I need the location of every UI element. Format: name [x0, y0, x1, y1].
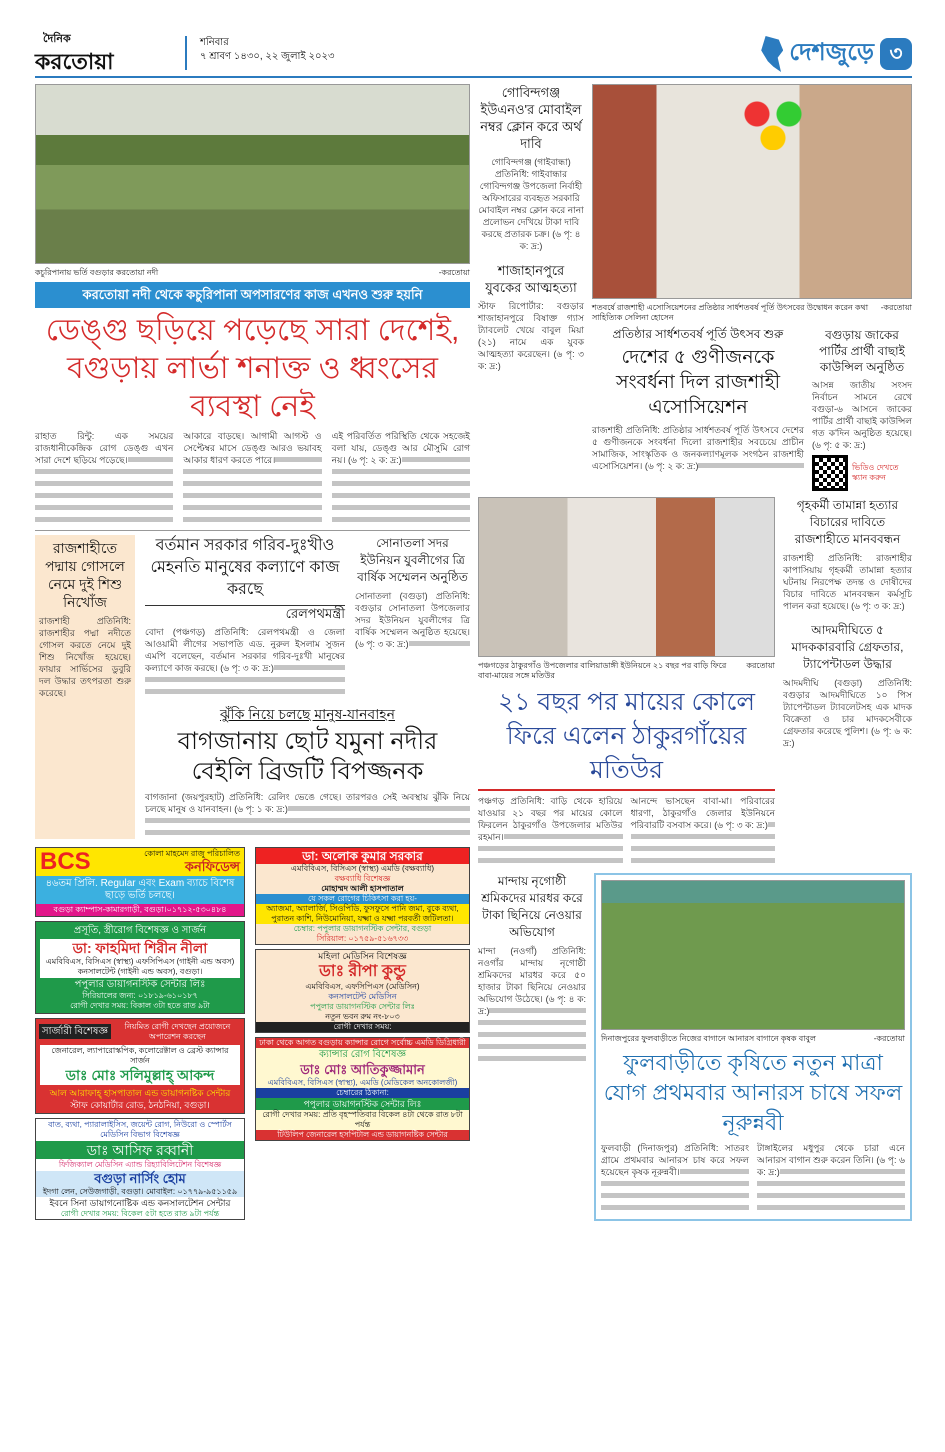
gobindaganj-story [478, 84, 584, 252]
article-column [601, 1142, 749, 1214]
association-story [592, 327, 804, 472]
chamber: চেম্বার: পপুলার ডায়াগনস্টিক সেন্টার, বগুড়া [293, 923, 432, 933]
treats: যে সকল রোগের চিকিৎসা করা হয়- [256, 894, 469, 904]
ad-asif-rabbani[interactable] [35, 1118, 245, 1220]
article-text: টাঙ্গাইলের মধুপুর থেকে চারা এনে আনারস বাগান শুরু করেন তিনি। (৬ পৃ: ৬ ক: দ্র:) [757, 1143, 905, 1177]
ad-atiquzzaman[interactable] [255, 1037, 470, 1141]
body: রাজশাহী প্রতিনিধি: রাজশাহীর পদ্মা নদীতে গোসল করতে নেমে দুই শিশু নিখোঁজ হয়েছে। ফায়ার সার্ভিসের ডুবুরি দল উদ্ধার তৎপরতা শুরু করেছে। [39, 616, 131, 698]
article-text: আকারে বাড়ছে। আগামী আগস্ট ও সেপ্টেম্বর মাসে ডেঙ্গু আরও ভয়াবহ আকার ধারণ করতে পারে। [183, 431, 322, 465]
ad-fahmida[interactable] [35, 921, 245, 1014]
article-text: বাগজানা (জয়পুরহাট) প্রতিনিধি: রেলিং ভেঙে গেছে। তারপরও সেই অবস্থায় ঝুঁকি নিয়ে চলছে মানুষ ও যানবাহন। (৬ পৃ: ১ ক: দ্র:) [145, 791, 470, 814]
sonatala-headline: সোনাতলা সদর ইউনিয়ন যুবলীগের ত্রি বার্ষিক সম্মেলন অনুষ্ঠিত [357, 536, 468, 584]
middle-section [35, 530, 470, 839]
section-block [761, 34, 912, 74]
hours: রোগী দেখার সময়: প্রতি বৃহস্পতিবার বিকেল ৪টা থেকে রাত ৮টা পর্যন্ত [262, 1109, 463, 1129]
center-name: পপুলার ডায়াগনস্টিক সেন্টার লিঃ [74, 978, 206, 990]
address: স্টাফ কোয়ার্টার রোড, ঠনঠনিয়া, বগুড়া। [70, 1099, 210, 1110]
railway-headline: বর্তমান সরকার গরিব-দুঃখীও মেহনতি মানুষের কল্যাণে কাজ করছে [150, 537, 340, 598]
ad-tagline: কোলা মাহমেদ রাজু পরিচালিত [144, 849, 240, 859]
ad-doctor-box [40, 939, 240, 978]
doctor-degrees: এমবিবিএস, বিসিএস (স্বাস্থ্য) এফসিপিএস (গাইনী এন্ড অবস) কনসালটেন্ট (গাইনী এন্ড অবস), বগুড়া। [45, 956, 235, 976]
bangladesh-map-icon [761, 36, 783, 72]
balloons-icon [733, 90, 813, 150]
photo-caption-row [35, 268, 470, 278]
ads-column-left [35, 847, 245, 1220]
ad-top: বাত, ব্যথা, প্যারালাইসিস, জয়েন্ট রোগ, নিউরো ও স্পোর্টস মেডিসিন বিভাগ বিশেষজ্ঞ [48, 1119, 232, 1139]
photo-credit: -করতোয়া [873, 1034, 905, 1043]
association-photo [592, 84, 912, 299]
river-photo [35, 84, 470, 264]
shajahanpur-story [478, 262, 584, 372]
top-right-section [478, 84, 912, 491]
headline: বগুড়ায় জাকের পার্টির প্রার্থী বাছাই কাউন্সিল অনুষ্ঠিত [819, 328, 905, 374]
ad-contact: বগুড়া ক্যাম্পাস-কামারগাড়ী, বগুড়া।০১৭১২-৫৩০৪৮৪ [36, 904, 244, 916]
ads-column-right [255, 847, 470, 1141]
maid-story [783, 497, 912, 612]
bcs-logo: BCS [40, 847, 91, 875]
association-section [592, 84, 912, 491]
center: পপুলার ডায়াগনস্টিক সেন্টার লিঃ [256, 1098, 469, 1110]
body: রাজশাহী প্রতিনিধি: রাজশাহীর কাপাসিয়ায় গৃহকর্মী তামান্না হত্যার ঘটনায় নিরপেক্ষ তদন্ত ও দোষীদের বিচার দাবিতে মানববন্ধন কর্মসূচি পালন করা হয়েছে। (৬ পৃ: ৩ ক: দ্র:) [783, 553, 912, 611]
body: আসন্ন জাতীয় সংসদ নির্বাচন সামনে রেখে বগুড়া-৬ আসনে জাকের পার্টির প্রার্থী বাছাই কাউন্সিল গত ক'দিন অনুষ্ঠিত হয়েছে। (৬ পৃ: ৫ ক: দ্র:) [812, 380, 912, 450]
bridge-kicker: ঝুঁকি নিয়ে চলছে মানুষ-যানবাহন [219, 706, 395, 722]
ad-offer: ৪৬তম প্রিলি. Regular এবং Exam ব্যাচে বিশেষ ছাড়ে ভর্তি চলছে। [36, 876, 244, 904]
degrees: এমবিবিএস, এফসিপিএস (মেডিসিন) [305, 981, 420, 991]
section-title: দেশজুড়ে [789, 39, 874, 66]
sonatala-body [355, 590, 470, 650]
article-text: বোদা (পঞ্চগড়) প্রতিনিধি: রেলপথমন্ত্রী ও জেলা আওয়ামী লীগের সভাপতি এড. নুরুল ইসলাম সুজন এমপি বলেছেন, বর্তমান সরকার গরিব-দুঃখী মানুষের কল্যাণে কাজ করছে। (৬ পৃ: ৩ ক: দ্র:) [145, 627, 345, 673]
body: আদমদীঘি (বগুড়া) প্রতিনিধি: বগুড়ার আদমদীঘিতে ১০ পিস ট্যাপেন্টাডল ট্যাবলেটসহ এক মাদক বিক্রেতা ও চার মাদকসেবীকে গ্রেফতার করেছে পুলিশ। (৬ পৃ: ৬ ক: দ্র:) [783, 678, 912, 748]
degrees: এমবিবিএস, বিসিএস (স্বাস্থ্য), এমডি (মেডিকেল অনকোলজী) [267, 1077, 458, 1087]
photo-credit: করতোয়া [746, 661, 775, 670]
middle-row [145, 535, 470, 698]
room: নতুন ভবন রুম নং-৮০৩ [325, 1011, 400, 1021]
brand-block [35, 30, 114, 75]
qr-label: ভিডিও দেখতে স্ক্যান করুন [852, 463, 899, 482]
article-column [757, 1142, 905, 1214]
masthead [35, 28, 912, 78]
association-headline: দেশের ৫ গুণীজনকে সংবর্ধনা দিল রাজশাহী এসোসিয়েশন [615, 347, 781, 419]
mandai-story [478, 873, 586, 1065]
ad-title: সার্জারী বিশেষজ্ঞ [39, 1024, 111, 1039]
qr-block [812, 455, 912, 491]
article-column [35, 430, 173, 526]
padma-story [35, 535, 135, 839]
doctor-name: ডা: ফাহমিদা শিরীন নীলা [72, 939, 208, 956]
article-text: রাজশাহী প্রতিনিধি: প্রতিষ্ঠার সার্ধশতবর্ষ পূর্তি উৎসবে দেশের ৫ গুণীজনকে সংবর্ধনা দিলো রাজশাহীর সবচেয়ে প্রাচীন সামাজিক, সাংস্কৃতিক ও জনকল্যাণমূলক সংগঠন রাজশাহী এসোসিয়েশন। (৬ পৃ: ২ ক: দ্র:) [592, 425, 804, 472]
headline: রাজশাহীতে পদ্মায় গোসলে নেমে দুই শিশু নিখোঁজ [45, 540, 125, 610]
ad-header [36, 848, 244, 876]
title: বক্ষব্যাধি বিশেষজ্ঞ [334, 873, 391, 883]
photo-caption: শতবর্ষে রাজশাহী এসোসিয়েশনের প্রতিষ্ঠার সার্ধশতবর্ষ পূর্তি উৎসবের উদ্বোধন করেন কথা সাহিত্যিক সেলিনা হোসেন [592, 303, 869, 322]
doctor-name: ডাঃ মোঃ আতিকুজ্জামান [300, 1061, 425, 1077]
photo-caption: দিনাজপুরের ফুলবাড়ীতে নিজের বাগানে আনারস বাগানে কৃষক বাবুল [601, 1034, 816, 1043]
page-number: ৩ [880, 38, 912, 70]
reunion-headline: ২১ বছর পর মায়ের কোলে ফিরে এলেন ঠাকুরগাঁয়ের মতিউর [478, 685, 775, 791]
article-text: আনন্দে ভাসছেন বাবা-মা। পরিবারের ধারণা, ঠাকুরগাঁও জেলার ইউনিয়নে পরিবারটি বসবাস করে। (৬ পৃ: ৩ ক: দ্র:) [630, 796, 775, 830]
headline: আদমদীঘিতে ৫ মাদককারবারি গ্রেফতার, ট্যাপেন্টাডল উদ্ধার [791, 623, 904, 671]
article-column [332, 430, 470, 526]
lead-headline: ডেঙ্গু ছড়িয়ে পড়েছে সারা দেশেই, বগুড়ায় লার্ভা শনাক্ত ও ধ্বংসের ব্যবস্থা নেই [45, 314, 460, 423]
ad-header [36, 1019, 244, 1045]
hospital: মোহাম্মদ আলী হাসপাতাল [321, 883, 404, 893]
photo-caption: কচুরিপানায় ভর্তি বগুড়ার করতোয়া নদী [35, 268, 159, 277]
body: স্টাফ রিপোর্টার: বগুড়ার শাজাহানপুরে বিষাক্ত গ্যাস ট্যাবলেট খেয়ে বাবুল মিয়া (২১) নামে এক যুবক আত্মহত্যা করেছেন। (৬ পৃ: ৩ ক: দ্র:) [478, 301, 584, 371]
article-column [183, 430, 321, 526]
disease-list: অ্যাজমা, অ্যালার্জি, সিওপিডি, ফুসফুসে পানি জমা, বুকে ব্যথা, পুরাতন কাশি, নিউমোনিয়া, যক্ষ্মা ও যক্ষ্মা পরবর্তী জটিলতা। [256, 904, 469, 924]
phone: সিরিয়ালের জন্য: ০১৮১৯-৬১০১৮৭ [82, 990, 198, 1000]
reunion-body [478, 795, 775, 867]
bridge-headline: বাগজানায় ছোট যমুনা নদীর বেইলি ব্রিজটি বিপজ্জনক [177, 727, 438, 785]
middle-stories [145, 535, 470, 839]
ad-title: প্রসূতি, স্ত্রীরোগ বিশেষজ্ঞ ও সার্জন [73, 924, 207, 936]
hospital: টিউলিপ জেনারেল হসপিটাল এন্ড ডায়াগনষ্টিক সেন্টার [256, 1130, 469, 1140]
middle-right-section [478, 497, 912, 867]
center: পপুলার ডায়াগনস্টিক সেন্টার লিঃ [310, 1001, 415, 1011]
doctor-name: ডাঃ রীপা কুন্ডু [319, 962, 406, 980]
qr-code-icon[interactable] [812, 455, 848, 491]
photo-credit: -করতোয়া [880, 303, 912, 312]
ad-sub: জেনারেল, ল্যাপারোস্কপিক, কলোরেক্টাল ও ব্রেস্ট ক্যান্সার সার্জন [51, 1045, 229, 1065]
right-half [478, 84, 912, 1221]
ad-bcs-confidence[interactable] [35, 847, 245, 917]
association-row [592, 327, 912, 491]
zaker-story [812, 327, 912, 491]
hospital: আল আরাফাহ্ হাসপাতাল এন্ড ডায়াগনষ্টিক সেন্টার [49, 1087, 231, 1098]
article-body [601, 1142, 905, 1214]
doctor-name: ডা: অলোক কুমার সরকার [256, 848, 469, 864]
degrees: এমবিবিএস, বিসিএস (স্বাস্থ্য) এমডি (বক্ষব্যাধি) [290, 863, 435, 873]
headline: ফুলবাড়ীতে কৃষিতে নতুন মাত্রা যোগ প্রথমবার আনারস চাষে সফল নূরুন্নবী [603, 1050, 903, 1135]
brand-logo: করতোয়া [35, 49, 114, 74]
photo-caption-row [592, 303, 912, 323]
headline: শাজাহানপুরে যুবকের আত্মহত্যা [485, 263, 577, 295]
hours: রোগী দেখার সময়: বিকেল ৫টা হতে রাত ৯টা পর্যন্ত [60, 1208, 220, 1218]
ad-doctor-box [40, 1045, 240, 1085]
page-columns [35, 84, 912, 1221]
ad-brand-block [144, 849, 240, 874]
article-text: রাহাত রিন্টু: এক সময়ের রাজধানীকেন্দ্রিক রোগ ডেঙ্গু এখন সারা দেশে ছড়িয়ে পড়েছে। [35, 431, 174, 465]
nursing-home: বগুড়া নার্সিং হোম [94, 1170, 186, 1186]
body [478, 945, 586, 1065]
article-column [478, 795, 623, 867]
railway-body [145, 626, 345, 698]
doctor-name: ডাঃ আসিফ রব্বানী [36, 1141, 244, 1159]
issue-date: ৭ শ্রাবণ ১৪৩০, ২২ জুলাই ২০২৩ [200, 51, 335, 62]
ad-alok-sarkar[interactable] [255, 847, 470, 945]
divider [185, 36, 187, 70]
title: মহিলা মেডিসিন বিশেষজ্ঞ [318, 950, 407, 961]
headline: গৃহকর্মী তামান্না হত্যার বিচারের দাবিতে রাজশাহীতে মানববন্ধন [794, 498, 901, 546]
headline: গোবিন্দগঞ্জ ইউএনও'র মোবাইল নম্বর ক্লোন করে অর্থ দাবি [480, 85, 582, 151]
article-column [631, 795, 776, 867]
headline: মান্দায় নৃগোষ্ঠী শ্রমিকদের মারধর করে টাকা ছিনিয়ে নেওয়ার অভিযোগ [481, 874, 583, 939]
serial: সিরিয়াল: ০১৭৫৯-৫১৬৭৩৩ [316, 933, 409, 943]
right-stories [783, 497, 912, 749]
chamber: চেম্বারের ঠিকানা: [256, 1088, 469, 1098]
blue-banner: করতোয়া নদী থেকে কচুরিপানা অপসারণের কাজ এখনও শুরু হয়নি [35, 282, 470, 308]
specialty: ফিজিক্যাল মেডিসিন এ্যান্ড রিহ্যাবিলিটেশন বিশেষজ্ঞ [58, 1159, 222, 1169]
doctor-name: ডাঃ মোঃ সলিমুল্লাহ্ আকন্দ [65, 1066, 215, 1083]
title: ক্যান্সার রোগ বিশেষজ্ঞ [318, 1048, 407, 1060]
adamdighi-story [783, 622, 912, 749]
ad-ripa-kundu[interactable] [255, 949, 470, 1033]
left-half [35, 84, 470, 1220]
body: গোবিন্দগঞ্জ (গাইবান্ধা) প্রতিনিধি: গাইবান্ধার গোবিন্দগঞ্জ উপজেলা নির্বাহী অফিসারের ব্যবহৃত সরকারি মোবাইল নম্বর ক্লোন করে নানা প্রলোভন দেখিয়ে টাকা দাবি করছে প্রতারক চক্র। (৬ পৃ: ৪ ক: দ্র:) [478, 157, 584, 251]
brand-small: দৈনিক [43, 33, 71, 45]
article-text: এই পরিবর্তিত পরিস্থিতি থেকে সহজেই বলা যায়, ডেঙ্গু আর মৌসুমি রোগ নয়। (৬ পৃ: ২ ক: দ্র:) [331, 431, 470, 465]
newspaper-page [35, 28, 912, 1221]
ad-top: ঢাকা থেকে আগত বগুড়ায় ক্যান্সার রোগে সর্বোচ্চ এমডি ডিগ্রিধারী [256, 1038, 469, 1048]
lead-article-body [35, 430, 470, 526]
photo-caption: পঞ্চগড়ের ঠাকুরগাঁও উপজেলার বালিয়াডাঙ্গী ইউনিয়নে ২১ বছর পর বাড়ি ফিরে বাবা-মায়ের সঙ্গে মতিউর [478, 661, 727, 680]
railway-story [145, 535, 345, 698]
railway-byline: রেলপথমন্ত্রী [145, 605, 345, 622]
center: ইবনে সিনা ডায়াগনোষ্টিক এন্ড কনসালটেশন সেন্টার [49, 1197, 231, 1208]
article-text: ফুলবাড়ী (দিনাজপুর) প্রতিনিধি: সাতরং গ্রামে প্রথমবার আনারস চাষ করে সফল হয়েছেন কৃষক নূরুন্নবী। [601, 1143, 749, 1177]
photo-credit: -করতোয়া [438, 268, 470, 277]
address: ইদগা লেন, সেউজগাড়ী, বগুড়া। মোবাইল: ০১৭৭৯-৯৫১১৫৯ [42, 1186, 238, 1196]
photo-caption-row [478, 661, 775, 681]
bridge-body [145, 791, 470, 839]
reunion-photo [478, 497, 775, 657]
pineapple-box [594, 873, 912, 1221]
association-kicker: প্রতিষ্ঠার সার্ধশতবর্ষ পূর্তি উৎসব শুরু [612, 327, 784, 341]
issue-day: শনিবার [200, 37, 229, 48]
ad-note: নিয়মিত রোগী দেখছেন প্রয়োজনে অপারেশন করছেন [124, 1021, 231, 1041]
photo-caption-row [601, 1034, 905, 1044]
article-text: পঞ্চগড় প্রতিনিধি: বাড়ি থেকে হারিয়ে যাওয়ার ২১ বছর পর মায়ের কোলে ফিরলেন ঠাকুরগাঁও উপজেলার মতিউর রহমান। [478, 796, 623, 842]
association-body [592, 424, 804, 472]
article-text: মান্দা (নওগাঁ) প্রতিনিধি: নওগাঁর মান্দায় নৃগোষ্ঠী শ্রমিকদের মারধর করে ৫০ হাজার টাকা ছিনিয়ে নেওয়ার অভিযোগ উঠেছে। (৬ পৃ: ৪ ক: দ্র:) [478, 946, 586, 1016]
ad-brand: কনফিডেন্স [184, 859, 240, 875]
bottom-right-section [478, 873, 912, 1221]
hours: রোগী দেখার সময়: বিকাল ৩টা হতে রাত ৯টা [70, 1000, 210, 1010]
article-text: সোনাতলা (বগুড়া) প্রতিনিধি: বগুড়ার সোনাতলা উপজেলার সদর ইউনিয়ন যুবলীগের ত্রি বার্ষিক সম্মেলন অনুষ্ঠিত হয়েছে। (৬ পৃ: ৩ ক: দ্র:) [355, 591, 470, 649]
pineapple-photo [601, 880, 905, 1030]
ad-salimullah[interactable] [35, 1018, 245, 1114]
sonatala-story [355, 535, 470, 650]
role: কনসালটেন্ট মেডিসিন [328, 991, 397, 1001]
reunion-section [478, 497, 775, 867]
hours: রোগী দেখার সময়: [256, 1022, 469, 1032]
ads-section [35, 847, 470, 1220]
left-stories [478, 84, 584, 372]
nursing-home-box [36, 1171, 244, 1197]
issue-info [200, 36, 334, 64]
